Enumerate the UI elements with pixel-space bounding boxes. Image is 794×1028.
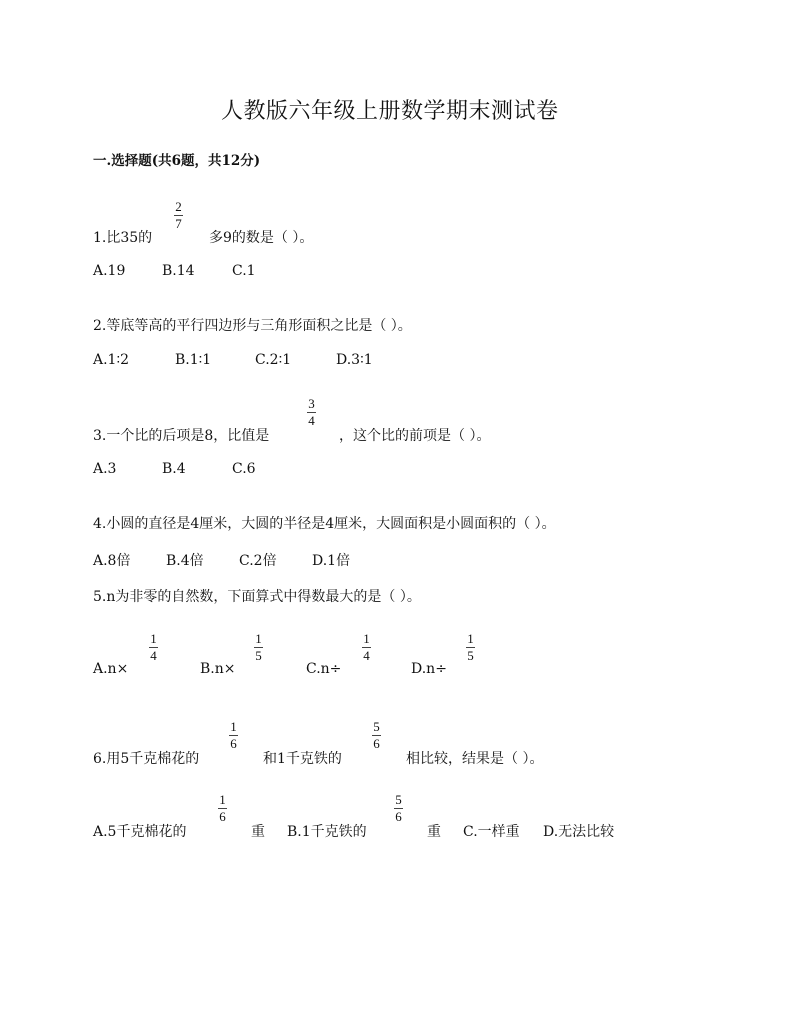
q5-option-c[interactable]: C.n÷ — [306, 661, 342, 677]
q5-option-b[interactable]: B.n× — [200, 661, 236, 677]
q3-option-c[interactable]: C.6 — [232, 461, 256, 477]
q3-option-b[interactable]: B.4 — [162, 461, 186, 477]
q6-option-a-pre[interactable]: A.5千克棉花的 — [93, 824, 187, 840]
question-3-text-post: ，这个比的前项是（ ）。 — [339, 428, 491, 444]
fraction-numerator: 1 — [230, 719, 237, 734]
q4-option-a[interactable]: A.8倍 — [93, 553, 131, 569]
fraction-numerator: 2 — [175, 199, 182, 214]
fraction-denominator: 6 — [395, 809, 402, 824]
fraction-3-4 — [307, 397, 316, 428]
question-6-text-post: 相比较，结果是（ ）。 — [406, 751, 544, 767]
fraction-5-6 — [372, 720, 381, 751]
fraction-numerator: 3 — [308, 396, 315, 411]
q6-option-a-post[interactable]: 重 — [251, 824, 265, 840]
fraction-numerator: 1 — [150, 631, 157, 646]
q1-option-c[interactable]: C.1 — [232, 263, 256, 279]
fraction-numerator: 5 — [373, 719, 380, 734]
fraction-1-5 — [466, 632, 475, 663]
q5-option-a[interactable]: A.n× — [93, 661, 129, 677]
q2-option-c[interactable]: C.2∶1 — [255, 352, 292, 368]
q4-option-b[interactable]: B.4倍 — [166, 553, 204, 569]
question-1-text-pre: 1.比35的 — [93, 230, 153, 246]
q6-option-b-pre[interactable]: B.1千克铁的 — [287, 824, 367, 840]
question-3-text-pre: 3.一个比的后项是8，比值是 — [93, 428, 270, 444]
fraction-numerator: 1 — [363, 631, 370, 646]
fraction-denominator: 6 — [373, 736, 380, 751]
q6-option-c[interactable]: C.一样重 — [463, 824, 520, 840]
q5-option-d[interactable]: D.n÷ — [411, 661, 447, 677]
fraction-denominator: 4 — [150, 648, 157, 663]
fraction-denominator: 6 — [230, 736, 237, 751]
fraction-numerator: 1 — [219, 792, 226, 807]
q3-option-a[interactable]: A.3 — [93, 461, 117, 477]
fraction-denominator: 5 — [467, 648, 474, 663]
fraction-denominator: 6 — [219, 809, 226, 824]
question-5-text: 5.n为非零的自然数，下面算式中得数最大的是（ ）。 — [93, 589, 421, 605]
q4-option-d[interactable]: D.1倍 — [312, 553, 351, 569]
q6-option-d[interactable]: D.无法比较 — [543, 824, 615, 840]
page-title: 人教版六年级上册数学期末测试卷 — [221, 99, 559, 124]
fraction-1-5 — [254, 632, 263, 663]
q2-option-d[interactable]: D.3∶1 — [336, 352, 373, 368]
question-6-text-pre: 6.用5千克棉花的 — [93, 751, 200, 767]
q2-option-b[interactable]: B.1∶1 — [175, 352, 212, 368]
question-1-text-post: 多9的数是（ ）。 — [209, 230, 314, 246]
fraction-numerator: 1 — [467, 631, 474, 646]
q1-option-b[interactable]: B.14 — [162, 263, 195, 279]
fraction-denominator: 5 — [255, 648, 262, 663]
q2-option-a[interactable]: A.1∶2 — [93, 352, 130, 368]
question-4-text: 4.小圆的直径是4厘米，大圆的半径是4厘米，大圆面积是小圆面积的（ ）。 — [93, 516, 556, 532]
q4-option-c[interactable]: C.2倍 — [239, 553, 277, 569]
section-header: 一.选择题(共6题，共12分) — [93, 153, 261, 169]
fraction-numerator: 5 — [395, 792, 402, 807]
fraction-1-4 — [362, 632, 371, 663]
fraction-1-6 — [218, 793, 227, 824]
fraction-denominator: 4 — [363, 648, 370, 663]
fraction-1-4 — [149, 632, 158, 663]
fraction-denominator: 4 — [308, 413, 315, 428]
fraction-numerator: 1 — [255, 631, 262, 646]
fraction-denominator: 7 — [175, 216, 182, 231]
fraction-5-6 — [394, 793, 403, 824]
q6-option-b-post[interactable]: 重 — [427, 824, 441, 840]
question-2-text: 2.等底等高的平行四边形与三角形面积之比是（ ）。 — [93, 318, 412, 334]
fraction-2-7 — [174, 200, 183, 231]
fraction-1-6 — [229, 720, 238, 751]
q1-option-a[interactable]: A.19 — [93, 263, 126, 279]
question-6-text-mid: 和1千克铁的 — [263, 751, 342, 767]
